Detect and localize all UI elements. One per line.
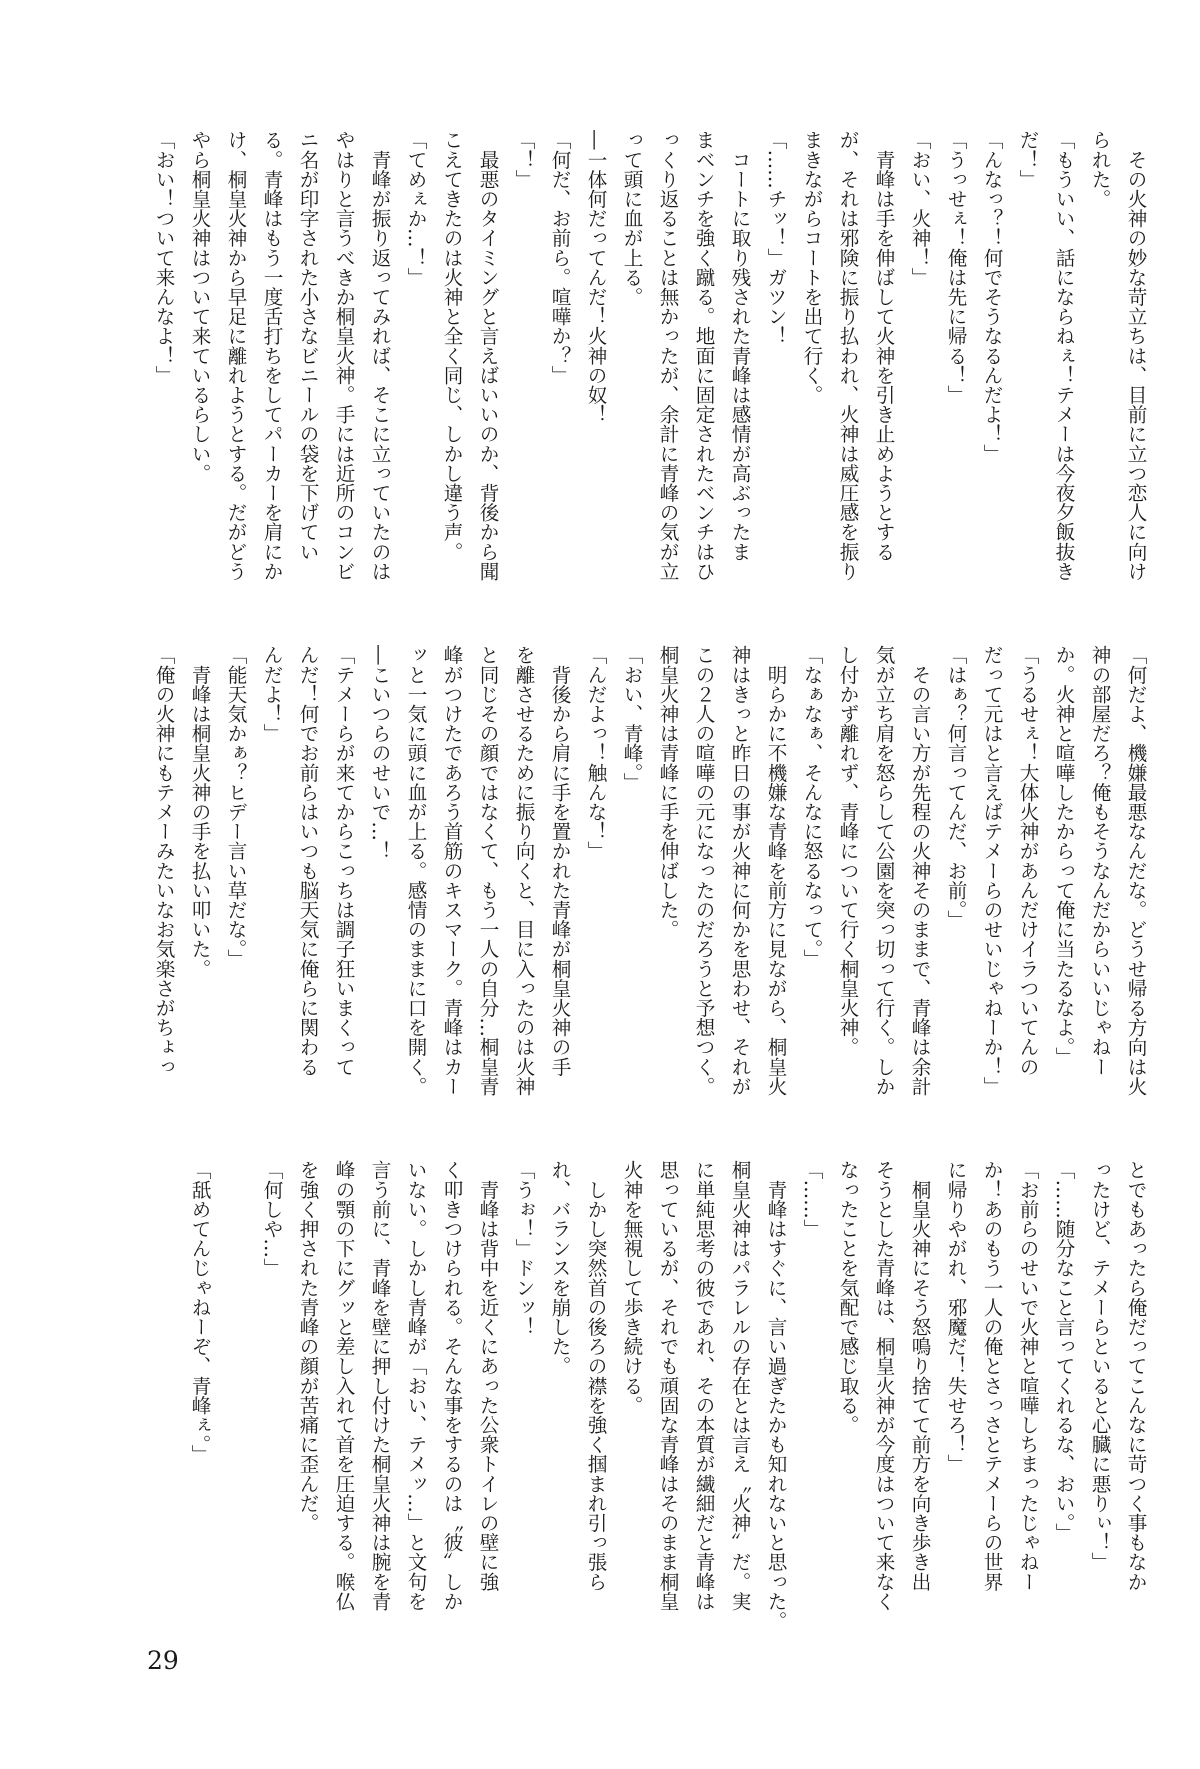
text-column: 「おい！ついて来んなよ！」 [152,130,175,385]
text-block-middle [145,645,1153,1096]
text-column: 青峰はすぐに、言い過ぎたかも知れないと思った。 [764,1160,787,1631]
text-column: る。青峰はもう一度舌打ちをしてパーカーを肩にか [260,130,283,581]
text-column: 青峰は手を伸ばして火神を引き止めようとする [872,130,895,562]
text-column: いない。しかし青峰が「おい、テメッ…」と文句を [404,1160,427,1611]
text-column: 「何しや…」 [260,1160,283,1278]
text-column: ったけど、テメーらといると心臓に悪りぃ！」 [1088,1160,1111,1572]
text-column: 「てめぇか…！」 [404,130,427,287]
text-column: その言い方が先程の火神そのままで、青峰は余計 [908,645,931,1096]
text-column: まベンチを強く蹴る。地面に固定されたベンチはひ [692,130,715,581]
text-column: が、それは邪険に振り払われ、火神は威圧感を振り [836,130,859,581]
text-column: 「俺の火神にもテメーみたいなお気楽さがちょっ [152,645,175,1077]
text-column: 「……」 [800,1160,823,1239]
text-column: 思っているが、それでも頑固な青峰はそのまま桐皇 [656,1160,679,1611]
text-column: 青峰は桐皇火神の手を払い叩いた。 [188,645,211,979]
text-column: 「能天気かぁ？ヒデー言い草だな。」 [224,645,247,969]
text-column: 神はきっと昨日の事が火神に何かを思わせ、それが [728,645,751,1096]
text-block-lower [145,1160,1153,1631]
text-column: この２人の喧嘩の元になったのだろうと予想つく。 [692,645,715,1096]
text-column: 「うっせぇ！俺は先に帰る！」 [944,130,967,405]
text-column: 「何だよ、機嫌最悪なんだな。どうせ帰る方向は火 [1124,645,1147,1096]
text-column: そうとした青峰は、桐皇火神が今度はついて来なく [872,1160,895,1611]
text-column: か！あのもう一人の俺とさっさとテメーらの世界 [980,1160,1003,1592]
text-column: か。火神と喧嘩したからって俺に当たるなよ。」 [1052,645,1075,1067]
text-column: 「舐めてんじゃねーぞ、青峰ぇ。」 [188,1160,211,1464]
text-column: 「……チッ！」ガツン！ [764,130,787,346]
text-column: 峰がつけたであろう首筋のキスマーク。青峰はカー [440,645,463,1096]
text-column: 火神を無視して歩き続ける。 [620,1160,643,1415]
text-column: 「お前らのせいで火神と喧嘩しちまったじゃねー [1016,1160,1039,1592]
text-block-upper [145,130,1153,581]
text-column: 「うるせぇ！大体火神があんだけイラついてんの [1016,645,1039,1077]
text-column: 「テメーらが来てからこっちは調子狂いまくって [332,645,355,1077]
text-column: を離させるために振り向くと、目に入ったのは火神 [512,645,535,1096]
text-column: け、桐皇火神から早足に離れようとする。だがどう [224,130,247,581]
text-column: 「んだよっ！触んな！」 [584,645,607,861]
text-column: 背後から肩に手を置かれた青峰が桐皇火神の手 [548,645,571,1077]
text-column: 「もういい、話にならねぇ！テメーは今夜夕飯抜き [1052,130,1075,581]
text-column: だ！」 [1016,130,1039,189]
text-column: ―一体何だってんだ！火神の奴！ [584,130,607,424]
text-column: しかし突然首の後ろの襟を強く掴まれ引っ張ら [584,1160,607,1592]
text-column: んだよ！」 [260,645,283,743]
text-column: 青峰は背中を近くにあった公衆トイレの壁に強 [476,1160,499,1592]
text-column: んだ！何でお前らはいつも脳天気に俺らに関わる [296,645,319,1077]
text-column: ッと一気に頭に血が上る。感情のままに口を開く。 [404,645,427,1096]
text-column: く叩きつけられる。そんな事をするのは〝彼〟しか [440,1160,463,1611]
text-column: を強く押された青峰の顔が苦痛に歪んだ。 [296,1160,319,1533]
text-column: 神の部屋だろ？俺もそうなんだからいいじゃねー [1088,645,1111,1077]
page-number: 29 [147,1646,179,1675]
text-column: 気が立ち肩を怒らして公園を突っ切って行く。しか [872,645,895,1096]
text-column: 「おい、青峰。」 [620,645,643,792]
text-column: と同じその顔ではなくて、もう一人の自分…桐皇青 [476,645,499,1096]
text-column: 「何だ、お前ら。喧嘩か？」 [548,130,571,385]
text-column: とでもあったら俺だってこんなに苛つく事もなか [1124,1160,1147,1592]
text-column: 桐皇火神にそう怒鳴り捨てて前方を向き歩き出 [908,1160,931,1592]
text-column: やはりと言うべきか桐皇火神。手には近所のコンビ [332,130,355,581]
blank-column [217,1160,253,1611]
text-column: 「なぁなぁ、そんなに怒るなって。」 [800,645,823,969]
text-column: って頭に血が上る。 [620,130,643,307]
text-column: こえてきたのは火神と全く同じ、しかし違う声。 [440,130,463,562]
text-column: し付かず離れず、青峰について行く桐皇火神。 [836,645,859,1057]
text-column: に帰りやがれ、邪魔だ！失せろ！」 [944,1160,967,1474]
text-column: っくり返ることは無かったが、余計に青峰の気が立 [656,130,679,581]
text-column: 桐皇火神はパラレルの存在とは言え〝火神〟だ。実 [728,1160,751,1611]
text-column: ニ名が印字された小さなビニールの袋を下げてい [296,130,319,562]
text-column: 「うぉ！」ドンッ！ [512,1160,535,1337]
text-column: れ、バランスを崩した。 [548,1160,571,1376]
text-column: 「……随分なこと言ってくれるな、おい。」 [1052,1160,1075,1543]
text-column: だって元はと言えばテメーらのせいじゃねーか！」 [980,645,1003,1096]
text-column: その火神の妙な苛立ちは、目前に立つ恋人に向け [1124,130,1147,581]
text-column: まきながらコートを出て行く。 [800,130,823,405]
text-column: 青峰が振り返ってみれば、そこに立っていたのは [368,130,391,581]
text-column: 明らかに不機嫌な青峰を前方に見ながら、桐皇火 [764,645,787,1096]
text-column: 「おい、火神！」 [908,130,931,287]
text-column: コートに取り残された青峰は感情が高ぶったま [728,130,751,562]
text-column: なったことを気配で感じ取る。 [836,1160,859,1435]
text-column: 峰の顎の下にグッと差し入れて首を圧迫する。喉仏 [332,1160,355,1611]
text-column: 桐皇火神は青峰に手を伸ばした。 [656,645,679,939]
text-column: 「！」 [512,130,535,189]
text-column: ―こいつらのせいで…！ [368,645,391,861]
text-column: 最悪のタイミングと言えばいいのか、背後から聞 [476,130,499,581]
text-column: 「んなっ？！何でそうなるんだよ！」 [980,130,1003,464]
text-column: に単純思考の彼であれ、その本質が繊細だと青峰は [692,1160,715,1611]
text-column: やら桐皇火神はついて来ているらしい。 [188,130,211,483]
text-column: 言う前に、青峰を壁に押し付けた桐皇火神は腕を青 [368,1160,391,1611]
text-column: られた。 [1088,130,1111,209]
text-column: 「はぁ？何言ってんだ、お前。」 [944,645,967,930]
